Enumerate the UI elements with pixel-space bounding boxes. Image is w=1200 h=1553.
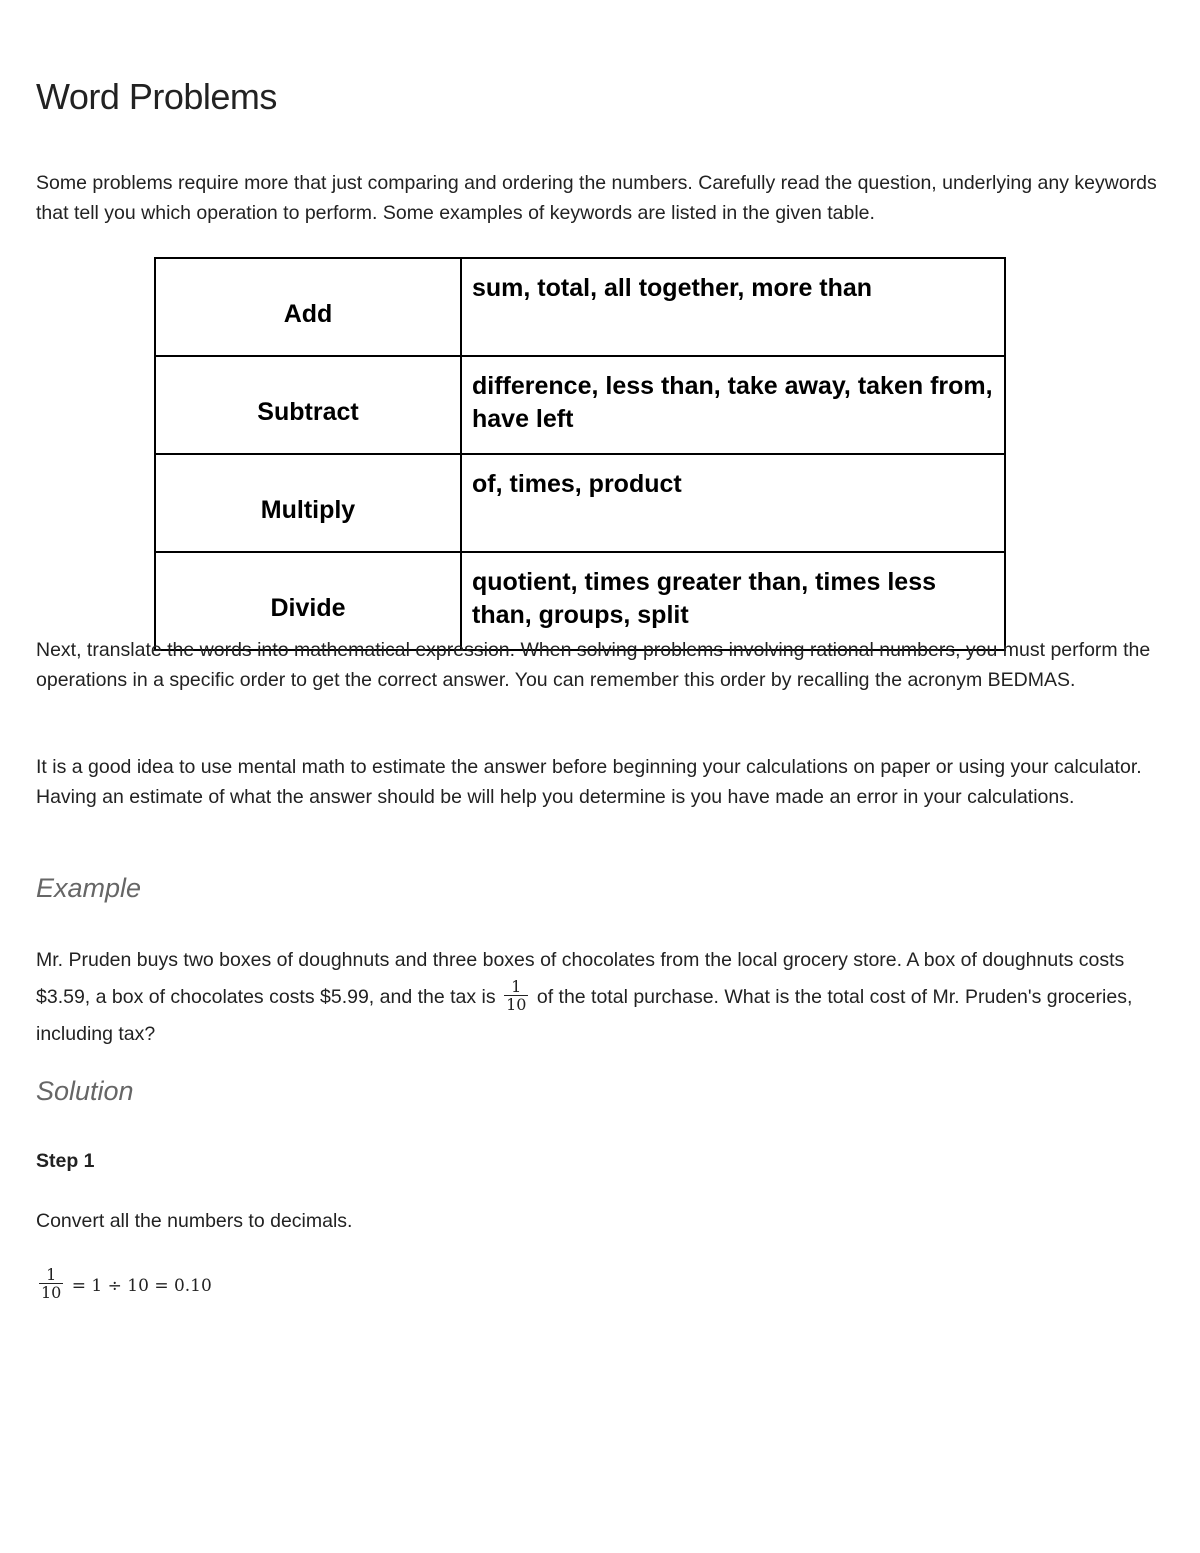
operation-cell: Multiply bbox=[155, 454, 461, 552]
translate-paragraph: Next, translate the words into mathematical expression. When solving problems involving rational numbers, you must perform the operations in a specific order to get the correct answer. You can remember this order by recalling the acronym BEDMAS. bbox=[36, 639, 1151, 691]
solution-heading: Solution bbox=[36, 1076, 134, 1106]
fraction-denominator: 10 bbox=[41, 1283, 62, 1302]
intro-paragraph: Some problems require more that just comparing and ordering the numbers. Carefully read the question, underlying any keywords that tell you which operation to perform. Some examples of keywords are listed in the given table. bbox=[36, 172, 1157, 224]
equation-fraction bbox=[39, 1266, 63, 1301]
equation-result: = 1 ÷ 10 = 0.10 bbox=[71, 1275, 212, 1296]
keywords-table bbox=[154, 257, 1006, 651]
example-paragraph bbox=[36, 942, 1166, 1053]
table-row bbox=[155, 258, 1005, 356]
example-heading: Example bbox=[36, 873, 142, 903]
keywords-cell: of, times, product bbox=[461, 454, 1005, 552]
keywords-cell: sum, total, all together, more than bbox=[461, 258, 1005, 356]
fraction-numerator: 1 bbox=[46, 1265, 57, 1284]
step-text: Convert all the numbers to decimals. bbox=[36, 1210, 353, 1232]
step-label: Step 1 bbox=[36, 1150, 95, 1172]
table-row bbox=[155, 454, 1005, 552]
fraction-numerator: 1 bbox=[511, 977, 522, 997]
mental-math-paragraph: It is a good idea to use mental math to estimate the answer before beginning your calculations on paper or using your calculator. Having an estimate of what the answer should be will help you determine is you have made an error in your calculations. bbox=[36, 756, 1142, 808]
operation-cell: Subtract bbox=[155, 356, 461, 454]
example-text-before: Mr. Pruden buys two boxes of doughnuts and three boxes of chocolates from the local grocery store. A box of doughnuts costs $3.59, a box of chocolates costs $5.99, and the tax is bbox=[36, 949, 1125, 1008]
keywords-cell: quotient, times greater than, times less than, groups, split bbox=[461, 552, 1005, 650]
example-text-after: of the total purchase. What is the total cost of Mr. Pruden's groceries, including tax? bbox=[36, 986, 1133, 1045]
page-title: Word Problems bbox=[36, 76, 277, 117]
tax-fraction bbox=[504, 978, 528, 1013]
operation-cell: Add bbox=[155, 258, 461, 356]
conversion-equation bbox=[36, 1265, 212, 1303]
fraction-denominator: 10 bbox=[506, 995, 527, 1015]
keywords-cell: difference, less than, take away, taken from, have left bbox=[461, 356, 1005, 454]
table-row bbox=[155, 356, 1005, 454]
operation-cell: Divide bbox=[155, 552, 461, 650]
